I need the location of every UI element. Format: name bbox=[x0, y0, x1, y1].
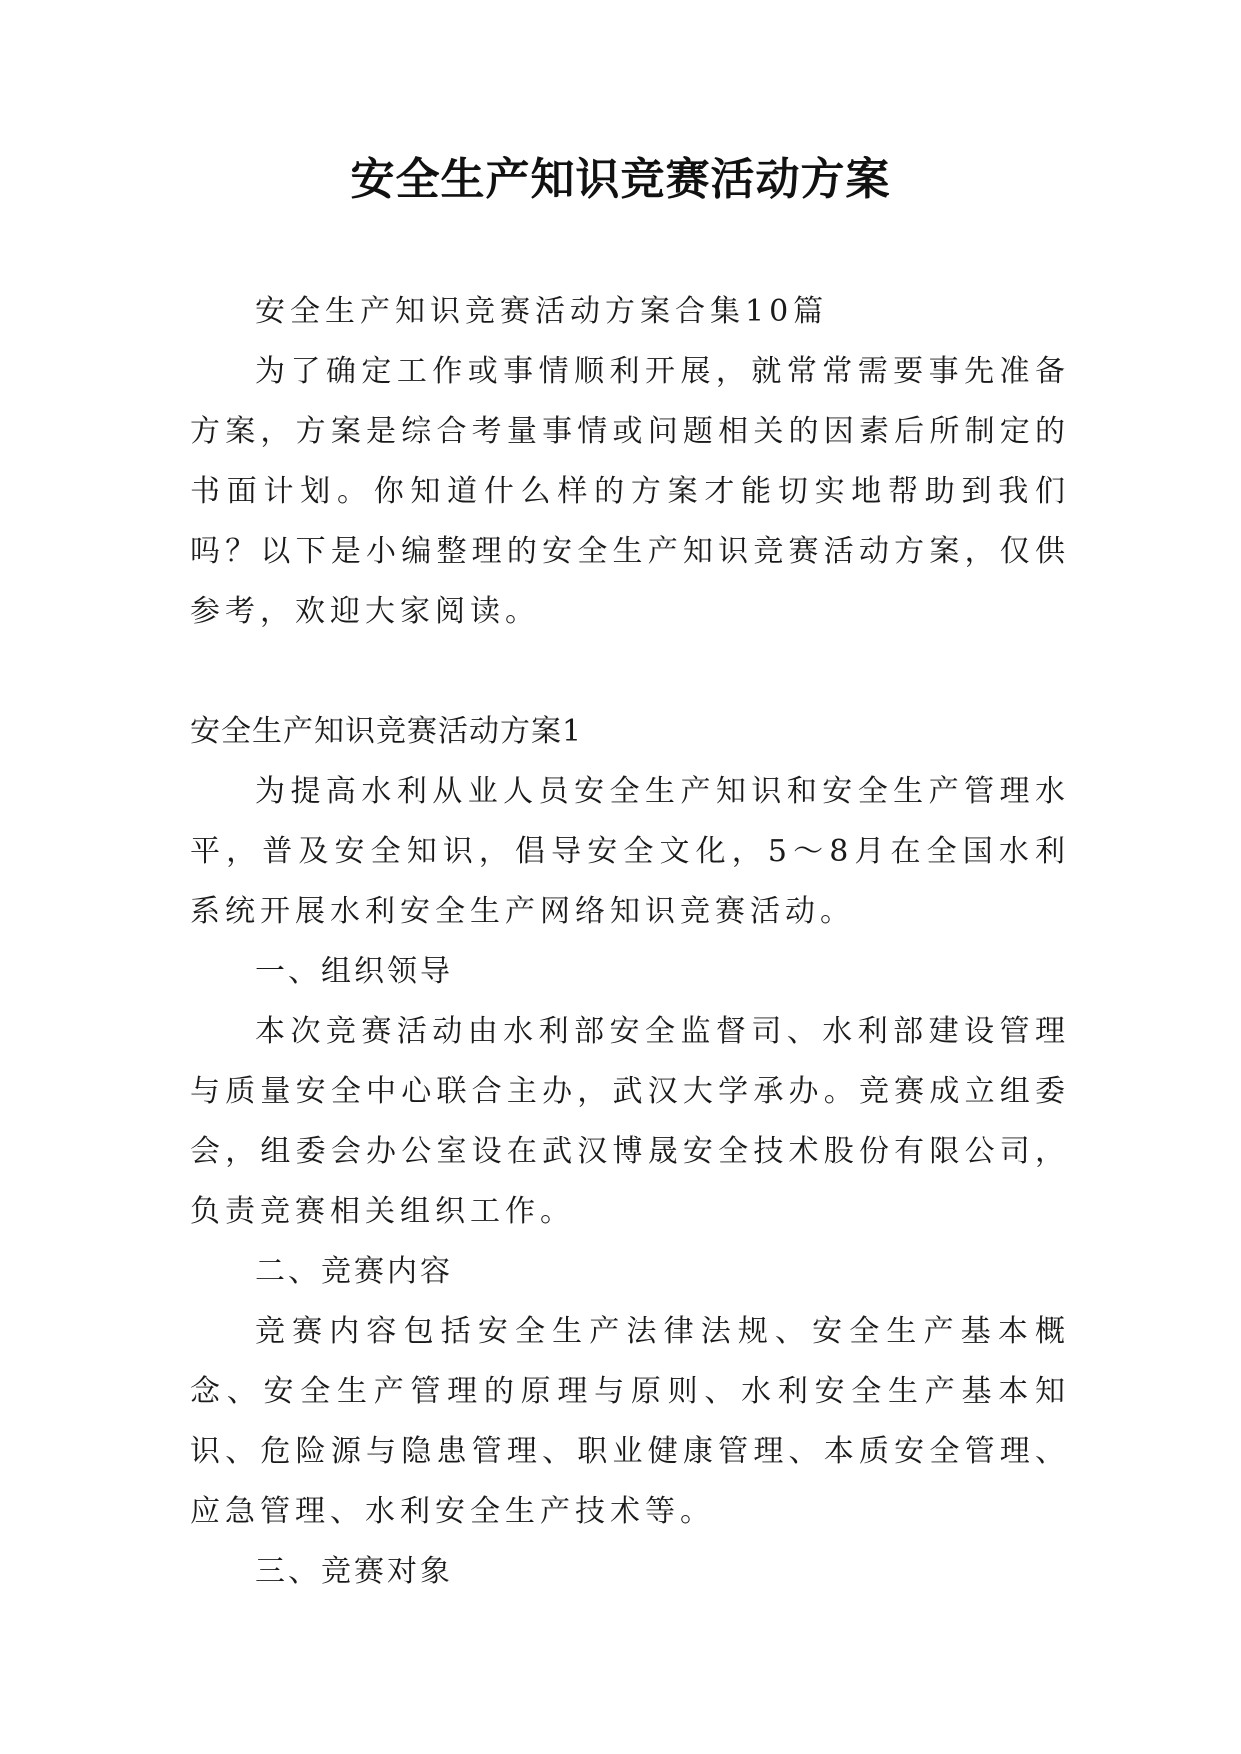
heading-participants: 三、竞赛对象 bbox=[255, 1554, 453, 1589]
heading-organization: 一、组织领导 bbox=[255, 954, 453, 989]
section-title: 安全生产知识竞赛活动方案1 bbox=[190, 714, 583, 749]
content-paragraph: 竞赛内容包括安全生产法律法规、安全生产基本概念、安全生产管理的原理与原则、水利安全生产基本知识、危险源与隐患管理、职业健康管理、本质安全管理、应急管理、水利安全生产技术等。 bbox=[190, 1314, 1070, 1529]
collection-subtitle: 安全生产知识竞赛活动方案合集10篇 bbox=[255, 294, 829, 329]
organization-paragraph: 本次竞赛活动由水利部安全监督司、水利部建设管理与质量安全中心联合主办，武汉大学承办。竞赛成立组委会，组委会办公室设在武汉博晟安全技术股份有限公司，负责竞赛相关组织工作。 bbox=[190, 1014, 1070, 1229]
section-paragraph: 为提高水利从业人员安全生产知识和安全生产管理水平，普及安全知识，倡导安全文化，5～8月在全国水利系统开展水利安全生产网络知识竞赛活动。 bbox=[190, 774, 1070, 929]
page-title: 安全生产知识竞赛活动方案 bbox=[350, 154, 891, 205]
heading-content: 二、竞赛内容 bbox=[255, 1254, 453, 1289]
intro-paragraph: 为了确定工作或事情顺利开展，就常常需要事先准备方案，方案是综合考量事情或问题相关的因素后所制定的书面计划。你知道什么样的方案才能切实地帮助到我们吗？以下是小编整理的安全生产知识竞赛活动方案，仅供参考，欢迎大家阅读。 bbox=[190, 354, 1070, 629]
document-body bbox=[190, 282, 1070, 1602]
